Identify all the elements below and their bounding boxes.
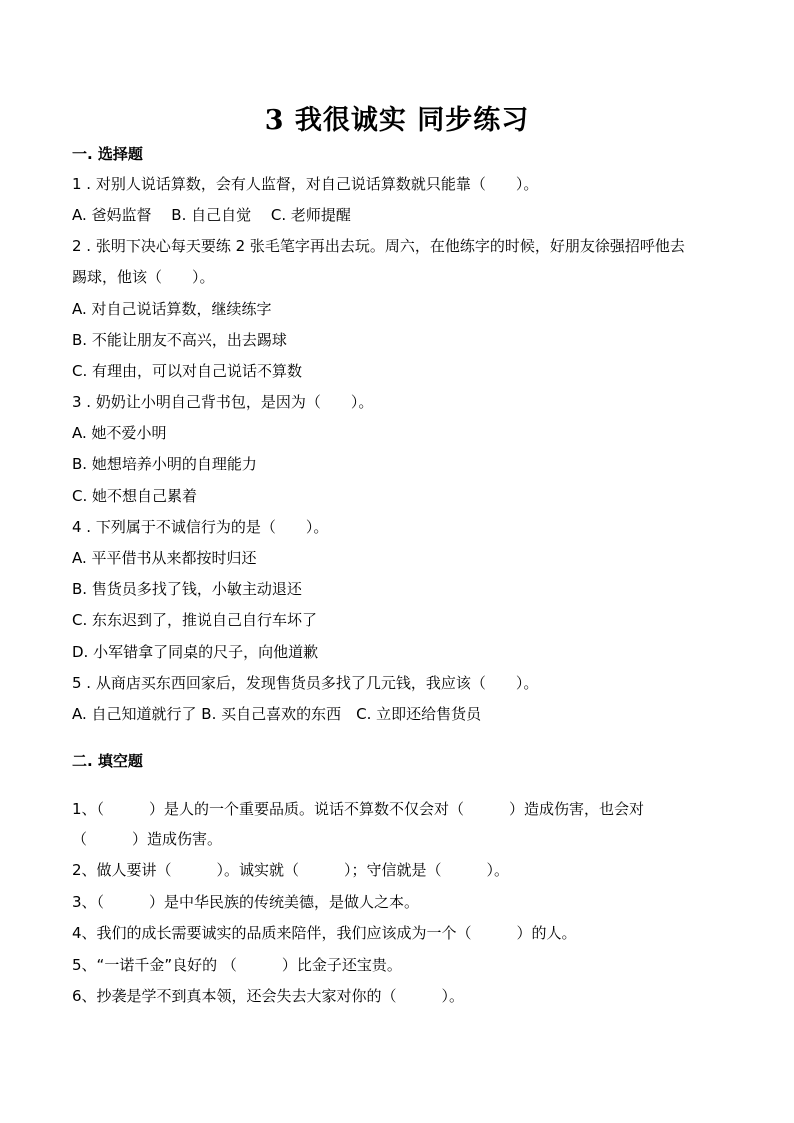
question-line: 1 . 对别人说话算数，会有人监督，对自己说话算数就只能靠（ ）。 [72,175,539,193]
option-line: C. 她不想自己累着 [72,487,198,505]
fill-blank-line: 6、抄袭是学不到真本领，还会失去大家对你的（ ）。 [72,987,465,1005]
question-line: 2 . 张明下决心每天要练 2 张毛笔字再出去玩。周六，在他练字的时候，好朋友徐强招呼他去 [72,237,685,255]
page-title: 3 我很诚实 同步练习 [264,105,530,136]
fill-blank-line: （ ）造成伤害。 [72,830,223,848]
option-line: D. 小军错拿了同桌的尺子，向他道歉 [72,643,319,661]
option-line: A. 平平借书从来都按时归还 [72,549,257,567]
option-line: C. 有理由，可以对自己说话不算数 [72,362,303,380]
section-heading-choice: 一. 选择题 [72,145,143,163]
option-line: C. 东东迟到了，推说自己自行车坏了 [72,611,318,629]
option-line: A. 爸妈监督 B. 自己自觉 C. 老师提醒 [72,206,351,224]
question-line: 5 . 从商店买东西回家后，发现售货员多找了几元钱，我应该（ ）。 [72,674,539,692]
fill-blank-line: 1、（ ）是人的一个重要品质。说话不算数不仅会对（ ）造成伤害，也会对 [72,800,645,818]
fill-blank-line: 4、我们的成长需要诚实的品质来陪伴，我们应该成为一个（ ）的人。 [72,924,577,942]
fill-blank-line: 5、“一诺千金”良好的 （ ）比金子还宝贵。 [72,956,402,974]
option-line: B. 售货员多找了钱，小敏主动退还 [72,580,302,598]
option-line: B. 不能让朋友不高兴，出去踢球 [72,331,287,349]
question-line: 3 . 奶奶让小明自己背书包，是因为（ ）。 [72,393,374,411]
option-line: A. 她不爱小明 [72,424,167,442]
fill-blank-line: 2、做人要讲（ ）。诚实就（ ）；守信就是（ ）。 [72,861,510,879]
question-line: 4 . 下列属于不诚信行为的是（ ）。 [72,518,329,536]
option-line: A. 对自己说话算数，继续练字 [72,300,272,318]
section-heading-fill-blank: 二. 填空题 [72,752,143,770]
question-line: 踢球，他该（ ）。 [72,268,215,286]
fill-blank-line: 3、（ ）是中华民族的传统美德，是做人之本。 [72,893,420,911]
option-line: B. 她想培养小明的自理能力 [72,455,257,473]
option-line: A. 自己知道就行了 B. 买自己喜欢的东西 C. 立即还给售货员 [72,705,482,723]
